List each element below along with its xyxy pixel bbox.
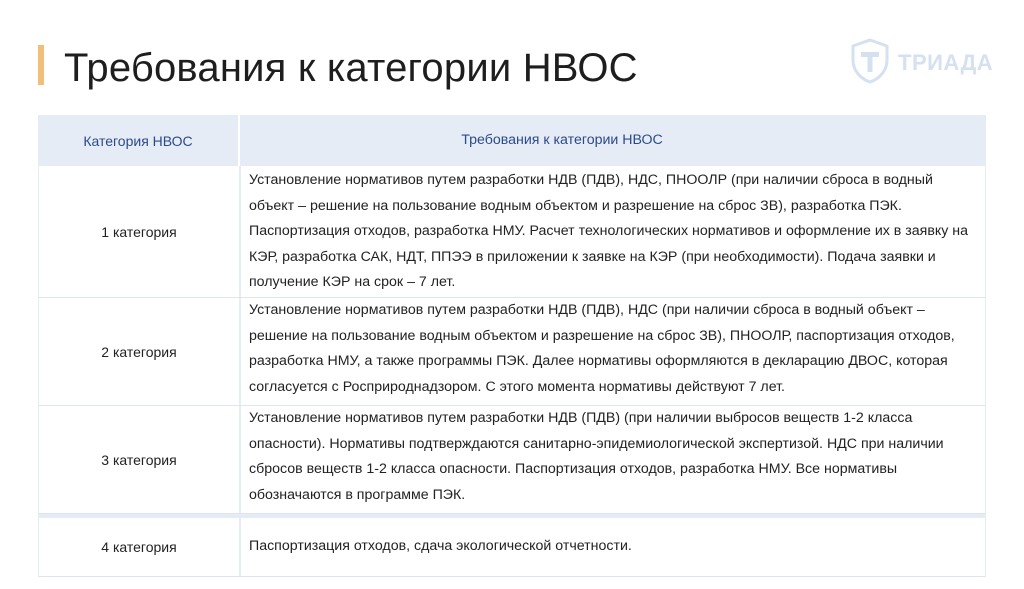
header-requirements: Требования к категории НВОС	[461, 131, 663, 148]
header-category: Категория НВОС	[38, 115, 240, 166]
table-row	[38, 514, 986, 577]
row-requirements: Паспортизация отходов, сдача экологической отчетности.	[249, 538, 632, 555]
row-requirements: Установление нормативов путем разработки НДВ (ПДВ) (при наличии выбросов веществ 1-2 класса опасности). Нормативы подтверждаются санитарно-эпидемиологической экспертизой. НДС при наличии сбросов веществ 1-2 класса опасности. Паспортизация отходов, разработка НМУ. Все нормативы обозначаются в программе ПЭК.	[249, 410, 944, 503]
company-logo	[850, 38, 1000, 88]
shield-t-logo-icon	[850, 38, 890, 84]
requirements-table	[38, 115, 986, 577]
row-category: 1 категория	[39, 166, 241, 297]
row-category: 2 категория	[39, 298, 241, 405]
title-accent-bar	[38, 45, 44, 85]
logo-text: ТРИАДА	[898, 50, 994, 75]
row-category: 4 категория	[39, 518, 241, 576]
table-row	[38, 406, 986, 514]
table-row	[38, 298, 986, 406]
page-title: Требования к категории НВОС	[64, 46, 638, 90]
row-requirements: Установление нормативов путем разработки НДВ (ПДВ), НДС, ПНООЛР (при наличии сброса в водный объект – решение на пользование водным объектом и разрешение на сброс ЗВ), разработка ПЭК. Паспортизация отходов, разработка НМУ. Расчет технологических нормативов и оформление их в заявку на КЭР, разработка САК, НДТ, ППЭЭ в приложении к заявке на КЭР (при необходимости). Подача заявки и получение КЭР на срок – 7 лет.	[249, 172, 969, 290]
row-category: 3 категория	[39, 406, 241, 513]
table-header-row	[38, 115, 986, 166]
row-requirements: Установление нормативов путем разработки НДВ (ПДВ), НДС (при наличии сброса в водный объект – решение на пользование водным объектом и разрешение на сброс ЗВ), ПНООЛР, паспортизация отходов, разработка НМУ, а также программы ПЭК. Далее нормативы оформляются в декларацию ДВОС, которая согласуется с Росприроднадзором. С этого момента нормативы действуют 7 лет.	[249, 302, 955, 395]
table-row	[38, 166, 986, 298]
